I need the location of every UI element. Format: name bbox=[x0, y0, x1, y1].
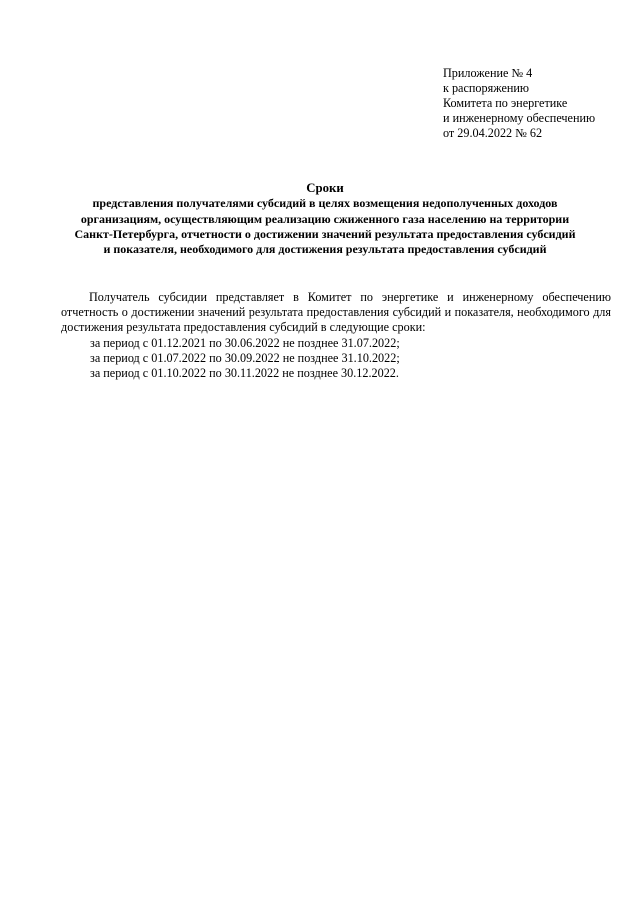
appendix-header bbox=[443, 66, 633, 141]
appendix-reference: к распоряжению bbox=[443, 81, 530, 95]
title-heading: Сроки bbox=[306, 181, 344, 195]
title-line: Санкт-Петербурга, отчетности о достижении значений результата предоставления субсидий bbox=[74, 226, 576, 241]
title-line: представления получателями субсидий в целях возмещения недополученных доходов bbox=[92, 196, 558, 211]
period-item: за период с 01.12.2021 по 30.06.2022 не позднее 31.07.2022; bbox=[90, 335, 400, 350]
document-title bbox=[40, 181, 610, 257]
document-body bbox=[61, 290, 611, 381]
appendix-number: Приложение № 4 bbox=[443, 66, 533, 80]
appendix-committee: Комитета по энергетике bbox=[443, 96, 568, 110]
body-paragraph: Получатель субсидии представляет в Комитет по энергетике и инженерному обеспечению отчетность о достижении значений результата предоставления субсидий и показателя, необходимого для достижения результата предоставления субсидий в следующие сроки: bbox=[61, 290, 611, 335]
period-item: за период с 01.10.2022 по 30.11.2022 не позднее 30.12.2022. bbox=[90, 366, 399, 381]
appendix-committee-cont: и инженерному обеспечению bbox=[443, 111, 596, 125]
appendix-date-number: от 29.04.2022 № 62 bbox=[443, 126, 543, 140]
period-item: за период с 01.07.2022 по 30.09.2022 не позднее 31.10.2022; bbox=[90, 350, 400, 365]
title-line: организациям, осуществляющим реализацию сжиженного газа населению на территории bbox=[80, 211, 570, 226]
title-line: и показателя, необходимого для достижения результата предоставления субсидий bbox=[103, 242, 547, 257]
